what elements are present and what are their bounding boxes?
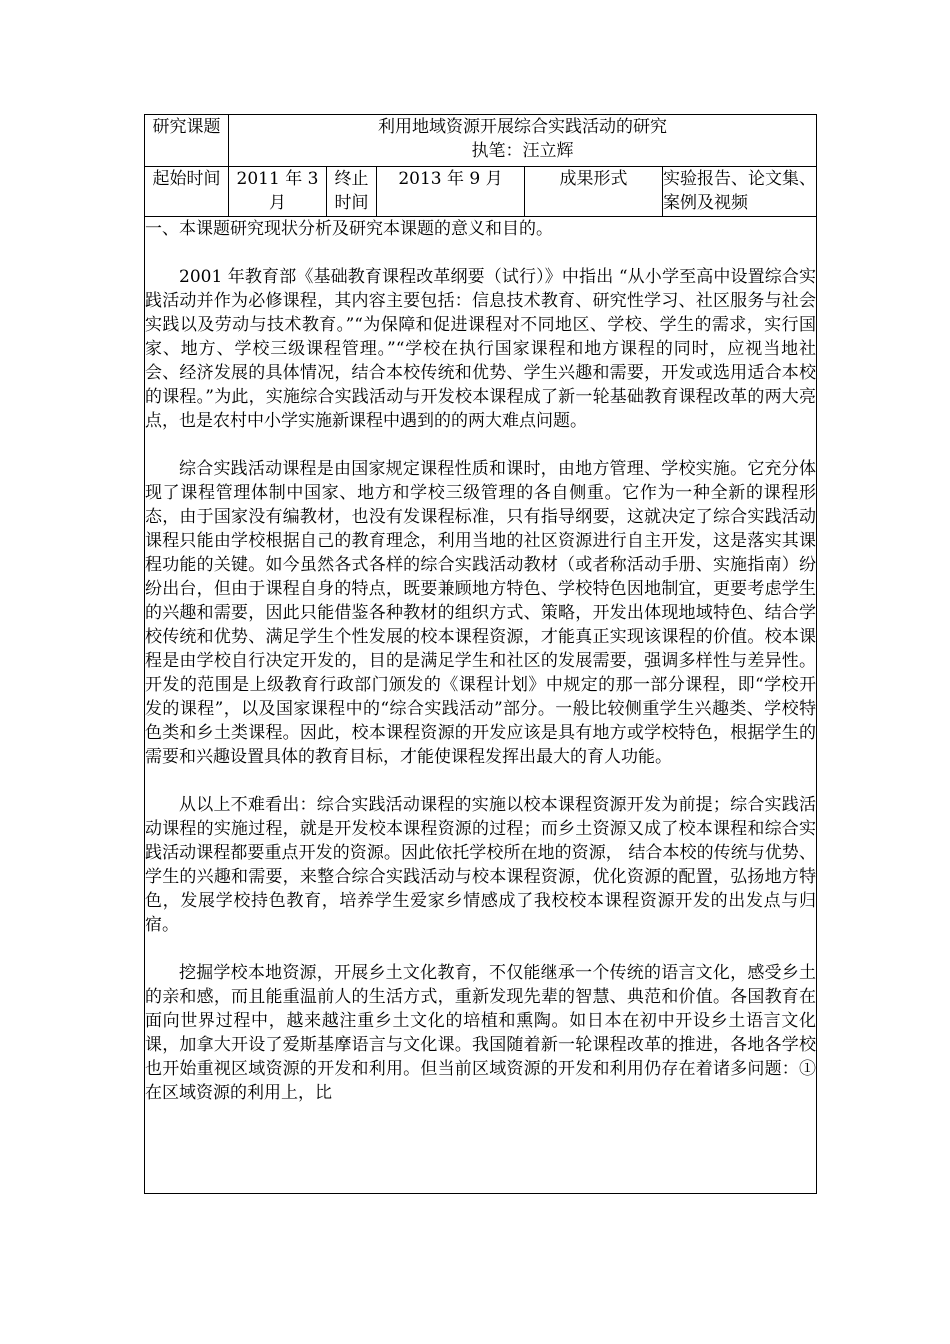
body-paragraph: 综合实践活动课程是由国家规定课程性质和课时，由地方管理、学校实施。它充分体现了课程管理体制中国家、地方和学校三级管理的各自侧重。它作为一种全新的课程形态，由于国家没有编教材，也没有发课程标准，只有指导纲要，这就决定了综合实践活动课程只能由学校根据自己的教育理念，利用当地的社区资源进行自主开发，这是落实其课程功能的关键。如今虽然各式各样的综合实践活动教材（或者称活动手册、实施指南）纷纷出台，但由于课程自身的特点，既要兼顾地方特色、学校特色因地制宜，更要考虑学生的兴趣和需要，因此只能借鉴各种教材的组织方式、策略，开发出体现地域特色、结合学校传统和优势、满足学生个性发展的校本课程资源，才能真正实现该课程的价值。校本课程是由学校自行决定开发的，目的是满足学生和社区的发展需要，强调多样性与差异性。开发的范围是上级教育行政部门颁发的《课程计划》中规定的那一部分课程，即“学校开发的课程”，以及国家课程中的“综合实践活动”部分。一般比较侧重学生兴趣类、学校特色类和乡土类课程。因此，校本课程资源的开发应该是具有地方或学校特色，根据学生的需要和兴趣设置具体的教育目标，才能使课程发挥出最大的育人功能。	[145, 459, 816, 767]
result-label: 成果形式	[559, 169, 628, 189]
section-heading: 一、本课题研究现状分析及研究本课题的意义和目的。	[145, 219, 553, 239]
body-paragraph: 从以上不难看出：综合实践活动课程的实施以校本课程资源开发为前提；综合实践活动课程的实施过程，就是开发校本课程资源的过程；而乡土资源又成了校本课程和综合实践活动课程都要重点开发的资源。因此依托学校所在地的资源， 结合本校的传统与优势、学生的兴趣和需要，来整合综合实践活动与校本课程资源，优化资源的配置，弘扬地方特色，发展学校持色教育，培养学生爱家乡情感成了我校校本课程资源开发的出发点与归宿。	[145, 795, 816, 935]
result-value: 实验报告、论文集、案例及视频	[663, 169, 816, 213]
topic-title-cell	[229, 115, 817, 167]
body-paragraph: 2001 年教育部《基础教育课程改革纲要（试行）》中指出 “从小学至高中设置综合实践活动并作为必修课程，其内容主要包括：信息技术教育、研究性学习、社区服务与社会实践以及劳动与技术教育。”“为保障和促进课程对不同地区、学校、学生的需求，实行国家、地方、学校三级课程管理。”“学校在执行国家课程和地方课程的同时，应视当地社会、经济发展的具体情况，结合本校传统和优势、学生兴趣和需要，开发或选用适合本校的课程。”为此，实施综合实践活动与开发校本课程成了新一轮基础教育课程改革的两大亮点，也是农村中小学实施新课程中遇到的的两大难点问题。	[145, 267, 816, 431]
author-line: 执笔：汪立辉	[471, 141, 574, 161]
topic-label: 研究课题	[152, 117, 221, 137]
body-cell	[145, 217, 817, 1194]
start-label: 起始时间	[152, 169, 221, 189]
body-paragraph: 挖掘学校本地资源，开展乡土文化教育，不仅能继承一个传统的语言文化，感受乡土的亲和感，而且能重温前人的生活方式，重新发现先辈的智慧、典范和价值。各国教育在面向世界过程中，越来越注重乡土文化的培植和熏陶。如日本在初中开设乡土语言文化课，加拿大开设了爱斯基摩语言与文化课。我国随着新一轮课程改革的推进，各地各学校也开始重视区域资源的开发和利用。但当前区域资源的开发和利用仍存在着诸多问题：①在区域资源的利用上，比	[145, 963, 816, 1103]
report-table	[144, 114, 817, 1194]
end-label-cell	[327, 167, 377, 217]
result-label-cell	[525, 167, 663, 217]
end-value: 2013 年 9 月	[398, 169, 503, 189]
topic-title: 利用地域资源开展综合实践活动的研究	[378, 117, 667, 137]
start-value-cell	[229, 167, 327, 217]
result-value-cell	[663, 167, 817, 217]
end-label: 终止时间	[334, 169, 369, 213]
topic-label-cell	[145, 115, 229, 167]
start-label-cell	[145, 167, 229, 217]
start-value: 2011 年 3 月	[236, 169, 319, 213]
end-value-cell	[377, 167, 525, 217]
